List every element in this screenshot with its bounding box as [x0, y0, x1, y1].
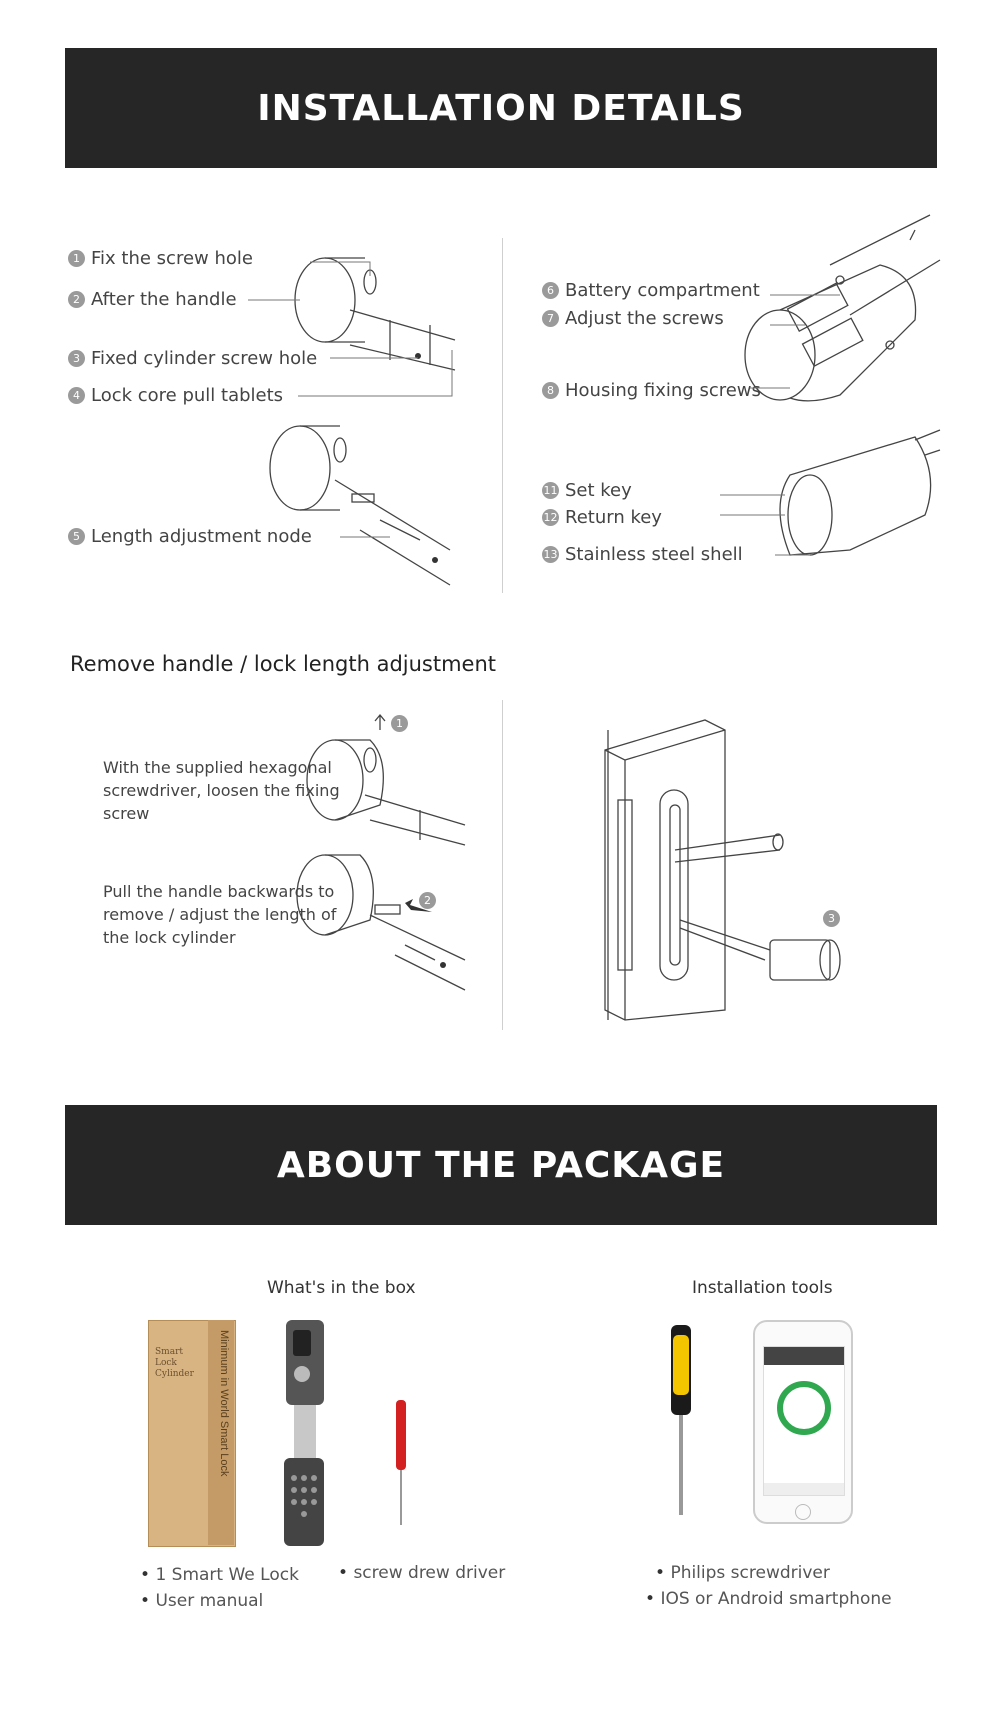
phone-app-header [764, 1347, 844, 1365]
box-item: • 1 Smart We Lock [140, 1562, 299, 1588]
label-housing-fixing-screws: 8 Housing fixing screws [542, 380, 761, 401]
label-fix-screw-hole: 1 Fix the screw hole [68, 248, 253, 269]
home-button-icon [795, 1504, 811, 1520]
red-screwdriver-image [393, 1400, 409, 1530]
box-front-print: Smart Lock Cylinder [155, 1347, 194, 1379]
installation-title: INSTALLATION DETAILS [257, 87, 745, 129]
unlock-ring-icon [777, 1381, 831, 1435]
phone-nav-bar [764, 1483, 844, 1495]
label-set-key: 11 Set key [543, 480, 632, 501]
step-marker-3: 3 [823, 910, 840, 927]
box-items-list-1 [140, 1562, 299, 1614]
label-after-handle: 2 After the handle [68, 289, 237, 310]
box-side [208, 1320, 234, 1545]
step-marker-2: 2 [419, 892, 436, 909]
adjustment-divider [502, 700, 503, 1030]
label-length-adjustment-node: 5 Length adjustment node [68, 526, 312, 547]
philips-screwdriver-image [668, 1325, 694, 1525]
battery-housing-illustration [730, 205, 940, 575]
package-title: ABOUT THE PACKAGE [276, 1144, 726, 1186]
installation-tools-title: Installation tools [692, 1278, 833, 1298]
phone-screen [763, 1346, 845, 1496]
cylinder-handle-illustration [240, 250, 470, 600]
box-item: • User manual [140, 1588, 299, 1614]
label-battery-compartment: 6 Battery compartment [542, 280, 760, 301]
label-adjust-screws: 7 Adjust the screws [542, 308, 724, 329]
handle-removal-illustration [295, 715, 475, 1005]
label-return-key: 12 Return key [543, 507, 662, 528]
section-divider [502, 238, 503, 593]
step1-instruction: With the supplied hexagonal screwdriver, loosen the fixing screw [103, 758, 340, 823]
step-marker-1: 1 [391, 715, 408, 732]
box-items-list-2 [338, 1560, 505, 1586]
label-lock-core-pull-tablets: 4 Lock core pull tablets [68, 385, 283, 406]
label-stainless-steel-shell: 13 Stainless steel shell [543, 544, 743, 565]
box-side-print: Minimum in World Smart Lock [218, 1330, 230, 1477]
box-item: • screw drew driver [338, 1560, 505, 1586]
tool-item: • IOS or Android smartphone [645, 1586, 892, 1612]
adjustment-heading: Remove handle / lock length adjustment [70, 652, 497, 676]
installation-banner [65, 48, 937, 168]
box-contents-title: What's in the box [267, 1278, 416, 1298]
package-banner [65, 1105, 937, 1225]
label-fixed-cylinder-screw-hole: 3 Fixed cylinder screw hole [68, 348, 317, 369]
step2-instruction: Pull the handle backwards to remove / adjust the length of the lock cylinder [103, 882, 337, 947]
tools-items-list [655, 1560, 892, 1612]
smart-lock-image [280, 1318, 340, 1548]
tool-item: • Philips screwdriver [655, 1560, 892, 1586]
door-installation-illustration [600, 710, 850, 1030]
smartphone-image [753, 1320, 853, 1524]
